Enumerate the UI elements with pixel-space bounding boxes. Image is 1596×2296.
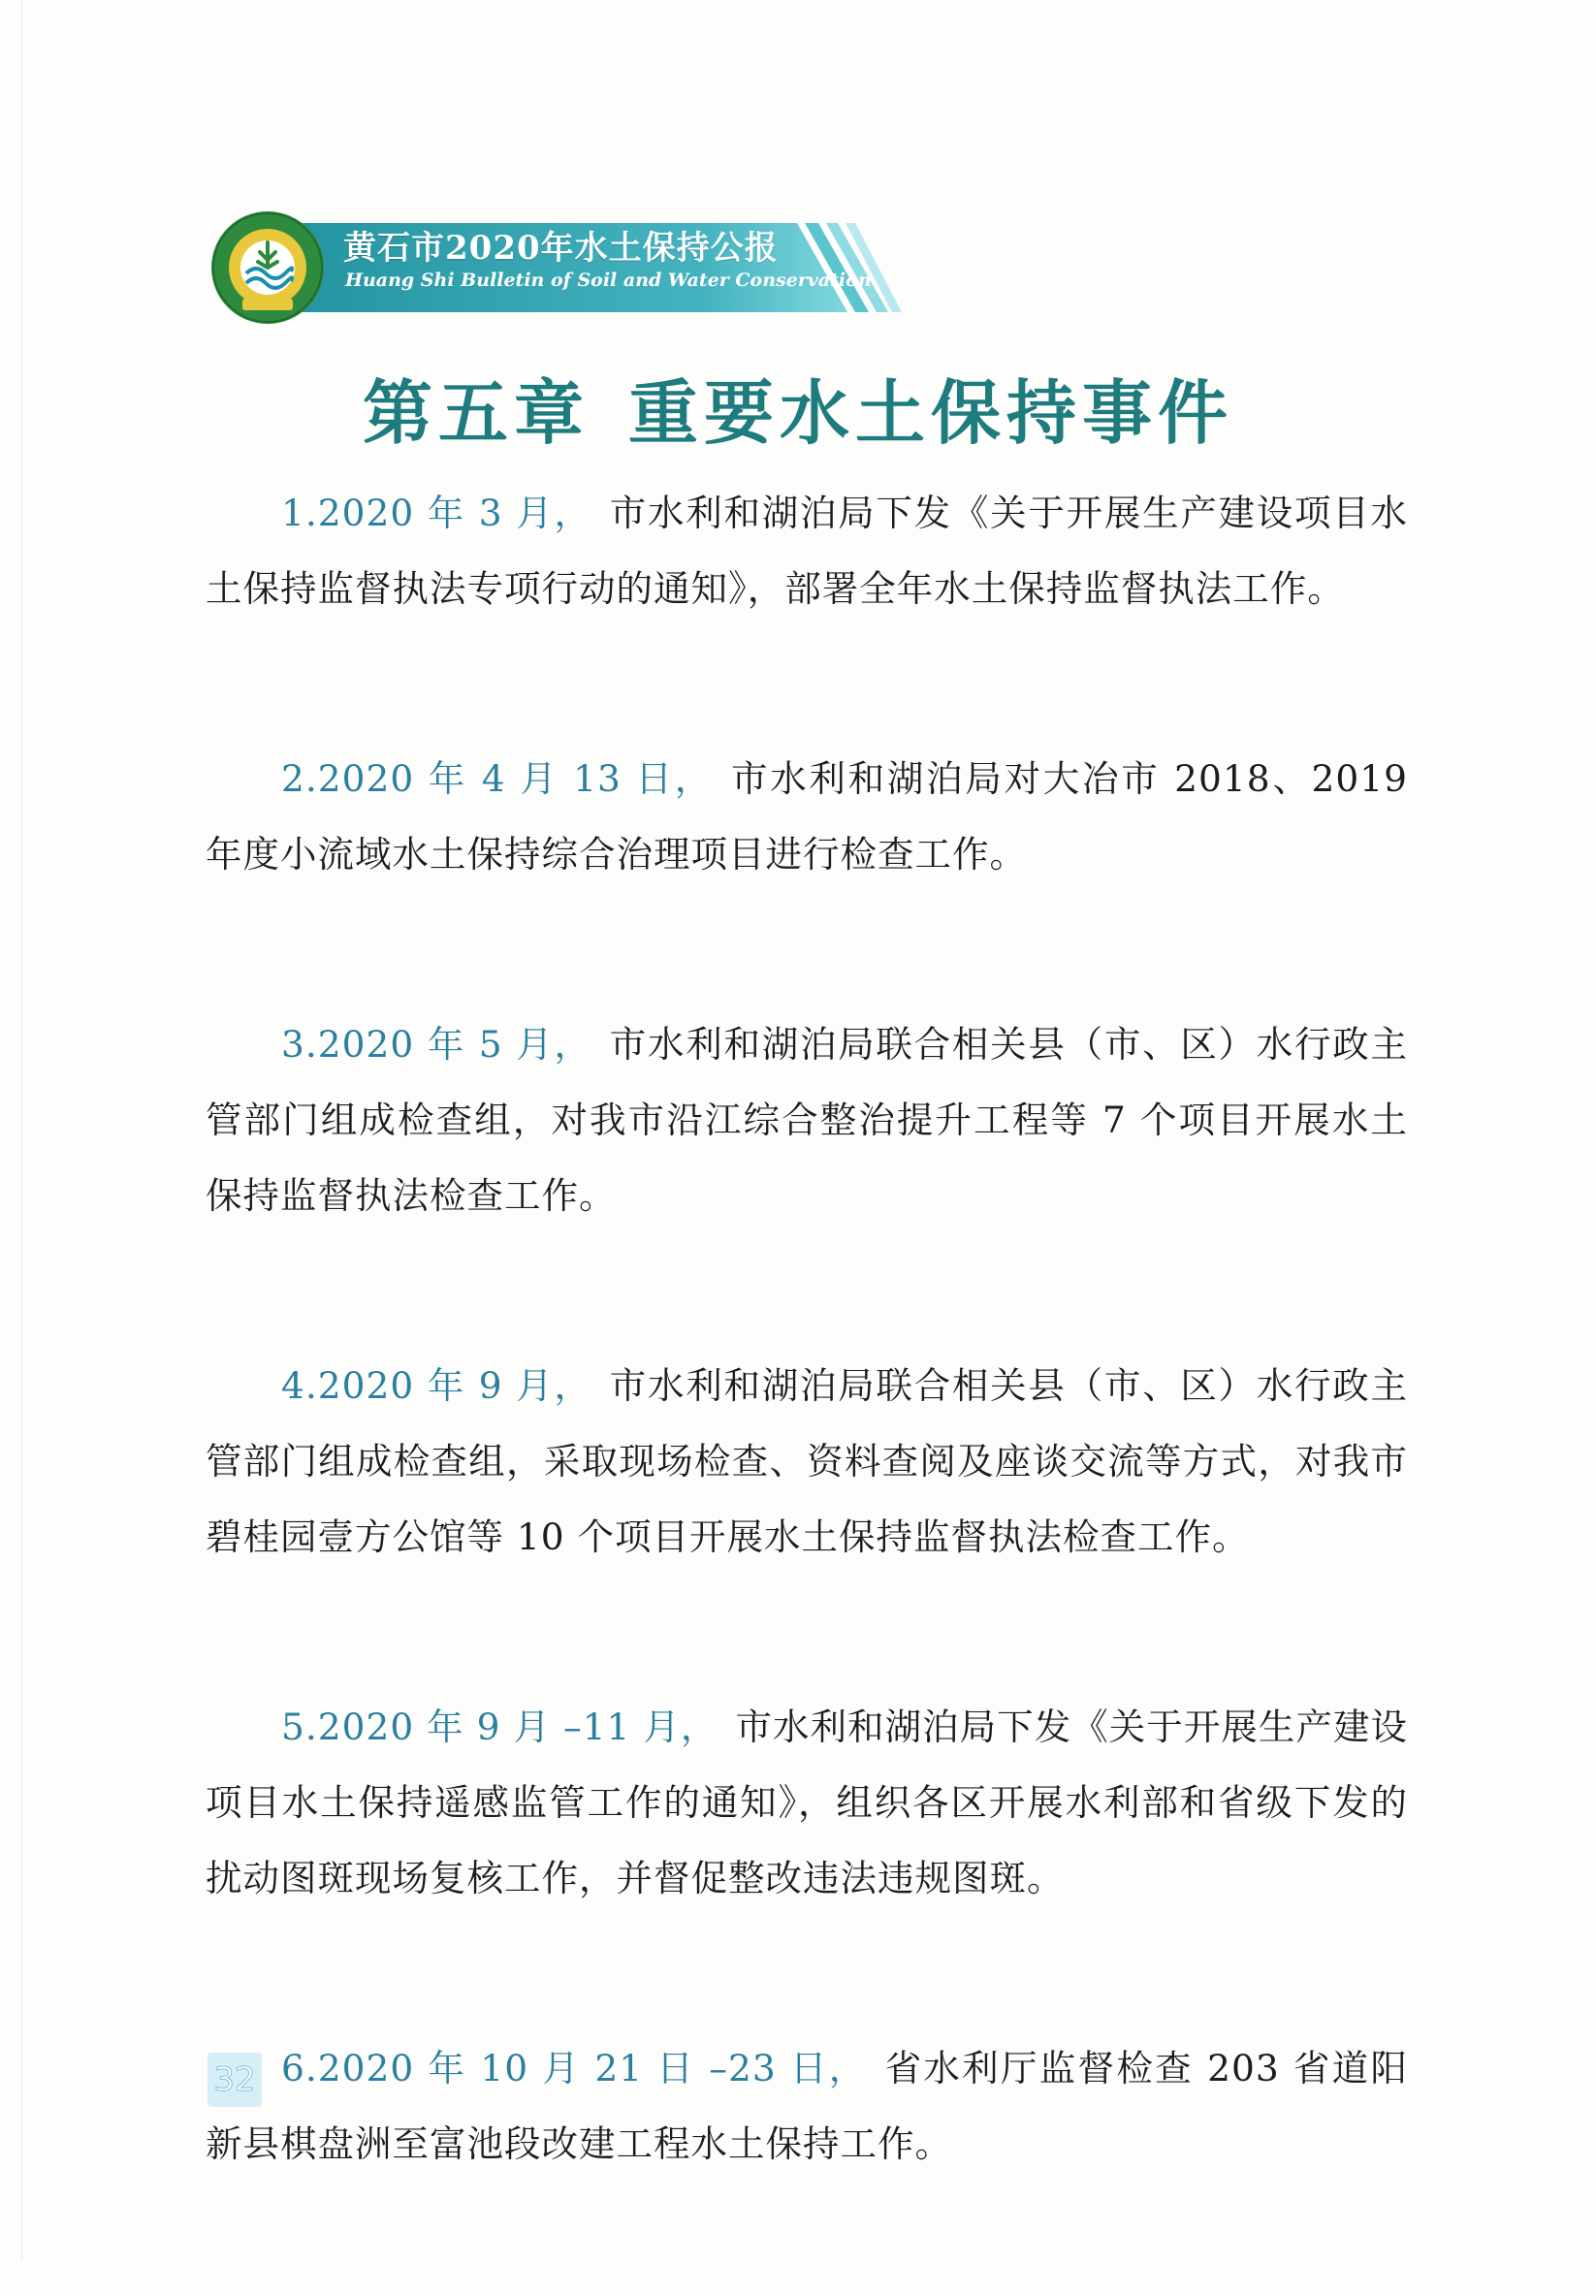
soil-water-conservation-logo	[209, 209, 326, 326]
event-text: 市水利和湖泊局下发《关于开展生产建设项目水土保持遥感监管工作的通知》，组织各区开展水利部和省级下发的扰动图斑现场复核工作，并督促整改违法违规图斑。	[206, 1706, 1408, 1899]
event-item	[206, 475, 1408, 626]
event-number: 3.	[281, 1023, 318, 1066]
event-item	[206, 1006, 1408, 1233]
event-date: 2020 年 4 月 13 日，	[317, 757, 714, 800]
event-date: 2020 年 9 月 –11 月，	[317, 1706, 718, 1748]
event-number: 4.	[281, 1364, 318, 1407]
event-number: 1.	[281, 492, 318, 534]
chapter-title: 重要水土保持事件	[628, 371, 1234, 454]
page-edge	[21, 0, 22, 2260]
event-date: 2020 年 10 月 21 日 –23 日，	[317, 2047, 868, 2089]
event-text: 市水利和湖泊局联合相关县（市、区）水行政主管部门组成检查组，对我市沿江综合整治提升工程等 7 个项目开展水土保持监督执法检查工作。	[206, 1023, 1408, 1217]
event-date: 2020 年 9 月，	[317, 1364, 592, 1407]
event-item	[206, 741, 1408, 892]
event-item	[206, 1689, 1408, 1916]
bulletin-title: 黄石市2020年水土保持公报	[343, 229, 779, 268]
page-number: 32	[207, 2053, 262, 2107]
bulletin-subtitle: Huang Shi Bulletin of Soil and Water Conservation	[345, 270, 872, 291]
event-number: 5.	[281, 1706, 318, 1748]
chapter-number: 第五章	[362, 371, 590, 454]
event-text: 市水利和湖泊局联合相关县（市、区）水行政主管部门组成检查组，采取现场检查、资料查阅及座谈交流等方式，对我市碧桂园壹方公馆等 10 个项目开展水土保持监督执法检查工作。	[206, 1364, 1408, 1558]
event-item	[206, 1348, 1408, 1575]
event-text: 市水利和湖泊局下发《关于开展生产建设项目水土保持监督执法专项行动的通知》，部署全年水土保持监督执法工作。	[206, 492, 1408, 610]
event-date: 2020 年 3 月，	[317, 492, 592, 534]
chapter-heading	[0, 357, 1596, 458]
emblem-icon	[209, 209, 326, 326]
event-item	[206, 2030, 1408, 2182]
event-date: 2020 年 5 月，	[317, 1023, 592, 1066]
event-number: 6.	[281, 2047, 318, 2089]
events-list	[206, 475, 1408, 2296]
event-text: 市水利和湖泊局对大冶市 2018、2019 年度小流域水土保持综合治理项目进行检查工作。	[206, 757, 1408, 876]
event-number: 2.	[281, 757, 318, 800]
bulletin-header	[206, 206, 904, 330]
event-text: 省水利厅监督检查 203 省道阳新县棋盘洲至富池段改建工程水土保持工作。	[206, 2047, 1409, 2165]
